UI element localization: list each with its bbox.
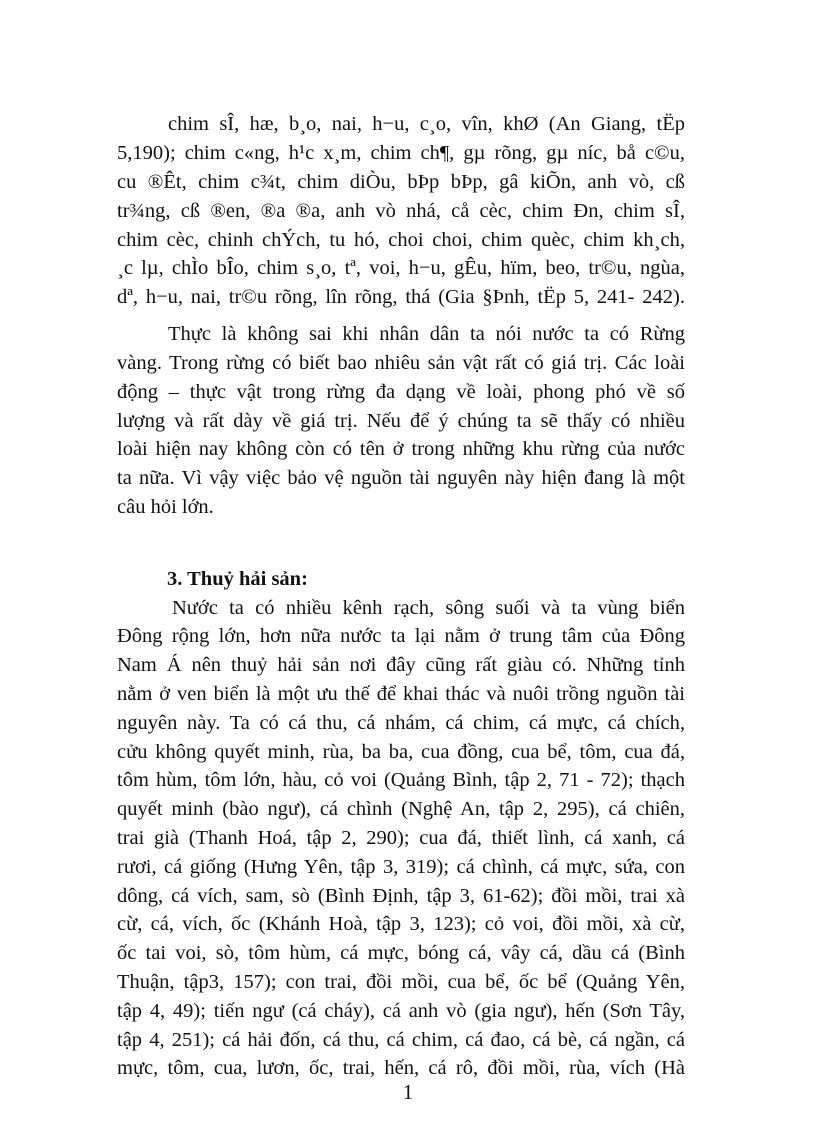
paragraph-line: quyết minh (bào ngư), cá chình (Nghệ An, tập 2, 295), cá chiên, [117, 798, 685, 820]
paragraph-line: tập 4, 49); tiến ngư (cá cháy), cá anh vò (gia ngư), hến (Sơn Tây, [117, 1000, 685, 1022]
paragraph-line: nằm ở ven biển là một ưu thế để khai thác và nuôi trồng nguồn tài [117, 683, 685, 705]
paragraph-line: 5,190); chim c«ng, h¹c x¸m, chim ch¶, gµ rõng, gµ níc, bå c©u, [117, 142, 685, 164]
paragraph-line: trai già (Thanh Hoá, tập 2, 290); cua đá, thiết lình, cá xanh, cá [117, 827, 685, 849]
paragraph-line: tập 4, 251); cá hải đốn, cá thu, cá chim, cá đao, cá bè, cá ngần, cá [117, 1029, 685, 1051]
paragraph-line: chim sÎ, hæ, b¸o, nai, h−u, c¸o, vîn, khØ (An Giang, tËp [168, 113, 685, 135]
paragraph-line: cừ, cá, vích, ốc (Khánh Hoà, tập 3, 123); cỏ voi, đồi mồi, xà cừ, [117, 913, 685, 935]
paragraph-line: ¸c lµ, chÌo bÎo, chim s¸o, tª, voi, h−u, gÊu, hïm, beo, tr©u, ngùa, [117, 257, 685, 279]
page-number: 1 [402, 1080, 414, 1104]
paragraph-line: tôm hùm, tôm lớn, hàu, cỏ voi (Quảng Bình, tập 2, 71 - 72); thạch [117, 769, 685, 791]
paragraph-line: cửu không quyết minh, rùa, ba ba, cua đồng, cua bể, tôm, cua đá, [117, 741, 685, 763]
paragraph-line: rươi, cá giống (Hưng Yên, tập 3, 319); cá chình, cá mực, sứa, con [117, 856, 685, 878]
paragraph-line: ta nữa. Vì vậy việc bảo vệ nguồn tài nguyên này hiện đang là một [117, 467, 685, 489]
paragraph-line: Đông rộng lớn, hơn nữa nước ta lại nằm ở trung tâm của Đông [117, 625, 685, 647]
paragraph-line: dông, cá vích, sam, sò (Bình Định, tập 3, 61-62); đồi mồi, trai xà [117, 885, 685, 907]
paragraph-line: vàng. Trong rừng có biết bao nhiêu sản vật rất có giá trị. Các loài [117, 352, 685, 374]
paragraph-line: dª, h−u, nai, tr©u rõng, lîn rõng, thá (Gia §Þnh, tËp 5, 241- 242). [117, 286, 685, 308]
section-heading: 3. Thuỷ hải sản: [167, 568, 308, 590]
paragraph-line: động – thực vật trong rừng đa dạng về loài, phong phó về số [117, 381, 685, 403]
paragraph-line: ốc tai voi, sò, tôm hùm, cá mực, bóng cá, vây cá, dầu cá (Bình [117, 942, 685, 964]
paragraph-line: tr¾ng, cß ®en, ®a ®a, anh vò nhá, cå cèc, chim Ðn, chim sÎ, [117, 200, 685, 222]
paragraph-line: Thuận, tập3, 157); con trai, đồi mồi, cua bể, ốc bể (Quảng Yên, [117, 971, 685, 993]
paragraph-line: nguyên này. Ta có cá thu, cá nhám, cá chim, cá mực, cá chích, [117, 712, 685, 734]
paragraph-line: câu hỏi lớn. [117, 496, 214, 518]
paragraph-line: loài hiện nay không còn có tên ở trong những khu rừng của nước [117, 438, 685, 460]
paragraph-line: Thực là không sai khi nhân dân ta nói nước ta có Rừng [168, 323, 685, 345]
paragraph-line: lượng và rất dày về giá trị. Nếu để ý chúng ta sẽ thấy có nhiều [117, 410, 685, 432]
paragraph-line: mực, tôm, cua, lươn, ốc, trai, hến, cá rô, đồi mồi, rùa, vích (Hà [117, 1057, 685, 1079]
paragraph-line: cu ®Êt, chim c¾t, chim diÒu, bÞp bÞp, gâ kiÕn, anh vò, cß [117, 171, 685, 193]
paragraph-line: Nước ta có nhiều kênh rạch, sông suối và ta vùng biển [172, 597, 685, 619]
paragraph-line: Nam Á nên thuỷ hải sản nơi đây cũng rất giàu có. Những tỉnh [117, 654, 685, 676]
paragraph-line: chim cèc, chinh chÝch, tu hó, choi choi, chim quèc, chim kh¸ch, [117, 229, 685, 251]
